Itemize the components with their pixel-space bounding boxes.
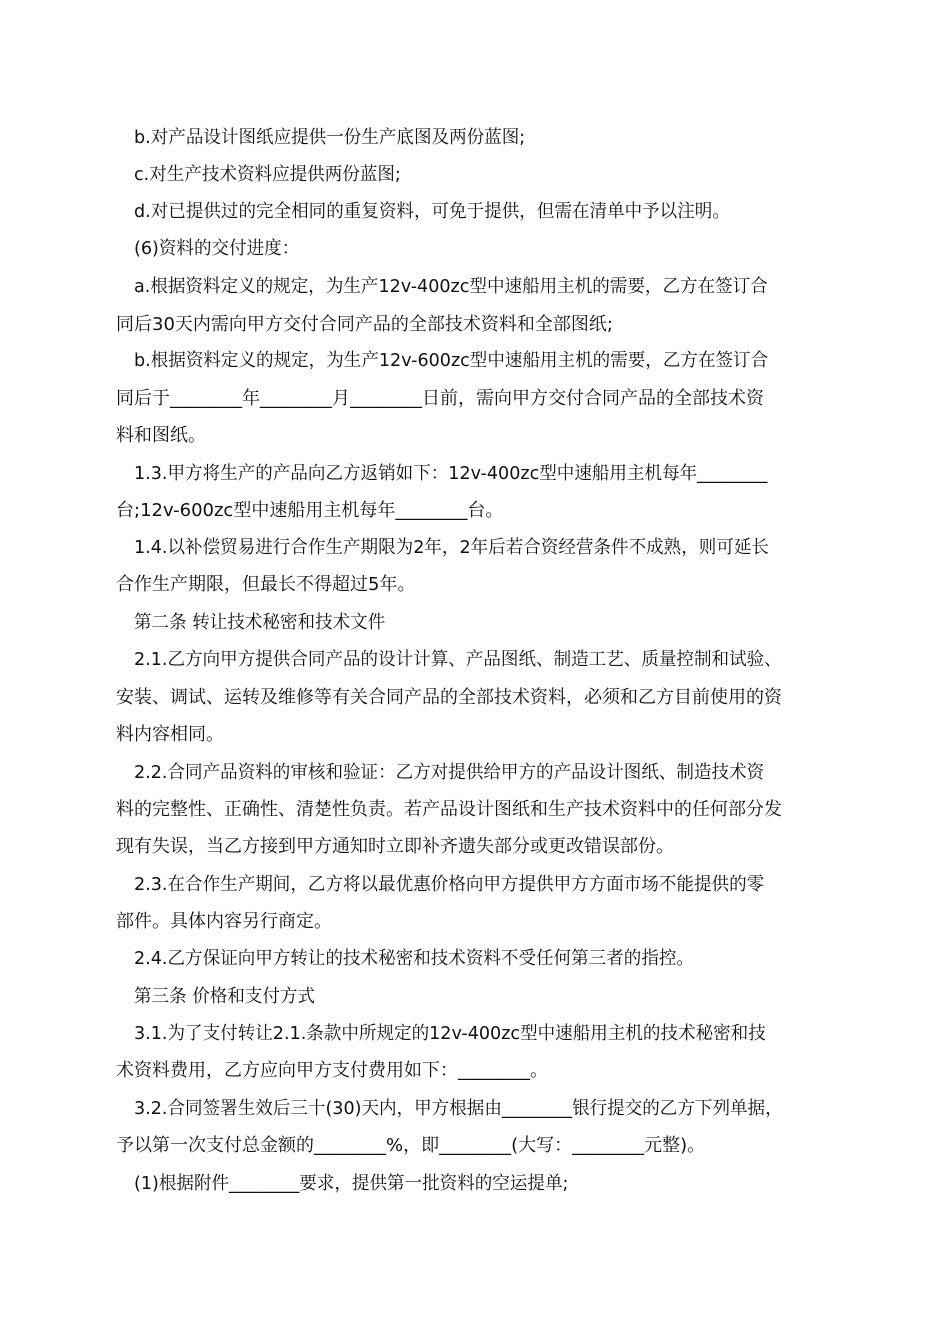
text-line: 料和图纸。 [116,425,206,446]
text-line: 合作生产期限，但最长不得超过5年。 [116,574,416,595]
text-line: (1)根据附件________要求，提供第一批资料的空运提单; [134,1173,569,1194]
section-heading: 第三条 价格和支付方式 [134,986,316,1007]
text-line: 2.1.乙方向甲方提供合同产品的设计计算、产品图纸、制造工艺、质量控制和试验、 [134,649,782,670]
section-heading: 第二条 转让技术秘密和技术文件 [134,612,386,633]
text-line: 同后于________年________月________日前，需向甲方交付合同产品的全部技术资 [116,388,764,409]
text-line: 部件。具体内容另行商定。 [116,911,332,932]
text-line: 2.4.乙方保证向甲方转让的技术秘密和技术资料不受任何第三者的指控。 [134,948,695,969]
text-line: d.对已提供过的完全相同的重复资料，可免于提供，但需在清单中予以注明。 [134,201,730,222]
text-line: 3.2.合同签署生效后三十(30)天内，甲方根据由________银行提交的乙方下列单据， [134,1098,783,1119]
text-line: 料内容相同。 [116,724,224,745]
text-line: 1.3.甲方将生产的产品向乙方返销如下：12v-400zc型中速船用主机每年________ [134,463,768,484]
text-line: c.对生产技术资料应提供两份蓝图; [134,164,401,185]
text-line: a.根据资料定义的规定，为生产12v-400zc型中速船用主机的需要，乙方在签订合 [134,276,768,297]
text-line: 安装、调试、运转及维修等有关合同产品的全部技术资料，必须和乙方目前使用的资 [116,687,782,708]
text-line: 予以第一次支付总金额的________%，即________(大写：________元整)。 [116,1135,706,1156]
text-line: 现有失误，当乙方接到甲方通知时立即补齐遗失部分或更改错误部份。 [116,836,674,857]
text-line: 台;12v-600zc型中速船用主机每年________台。 [116,500,504,521]
text-line: 1.4.以补偿贸易进行合作生产期限为2年，2年后若合资经营条件不成熟，则可延长 [134,537,769,558]
text-line: 同后30天内需向甲方交付合同产品的全部技术资料和全部图纸; [116,314,613,335]
text-line: 2.3.在合作生产期间，乙方将以最优惠价格向甲方提供甲方方面市场不能提供的零 [134,874,765,895]
text-line: 3.1.为了支付转让2.1.条款中所规定的12v-400zc型中速船用主机的技术秘密和技 [134,1023,766,1044]
text-line: 2.2.合同产品资料的审核和验证：乙方对提供给甲方的产品设计图纸、制造技术资 [134,762,765,783]
text-line: b.对产品设计图纸应提供一份生产底图及两份蓝图; [134,127,526,148]
text-line: b.根据资料定义的规定，为生产12v-600zc型中速船用主机的需要，乙方在签订合 [134,350,769,371]
text-line: 术资料费用，乙方应向甲方支付费用如下：________。 [116,1060,548,1081]
text-line: 料的完整性、正确性、清楚性负责。若产品设计图纸和生产技术资料中的任何部分发 [116,799,782,820]
text-line: (6)资料的交付进度： [134,238,300,259]
